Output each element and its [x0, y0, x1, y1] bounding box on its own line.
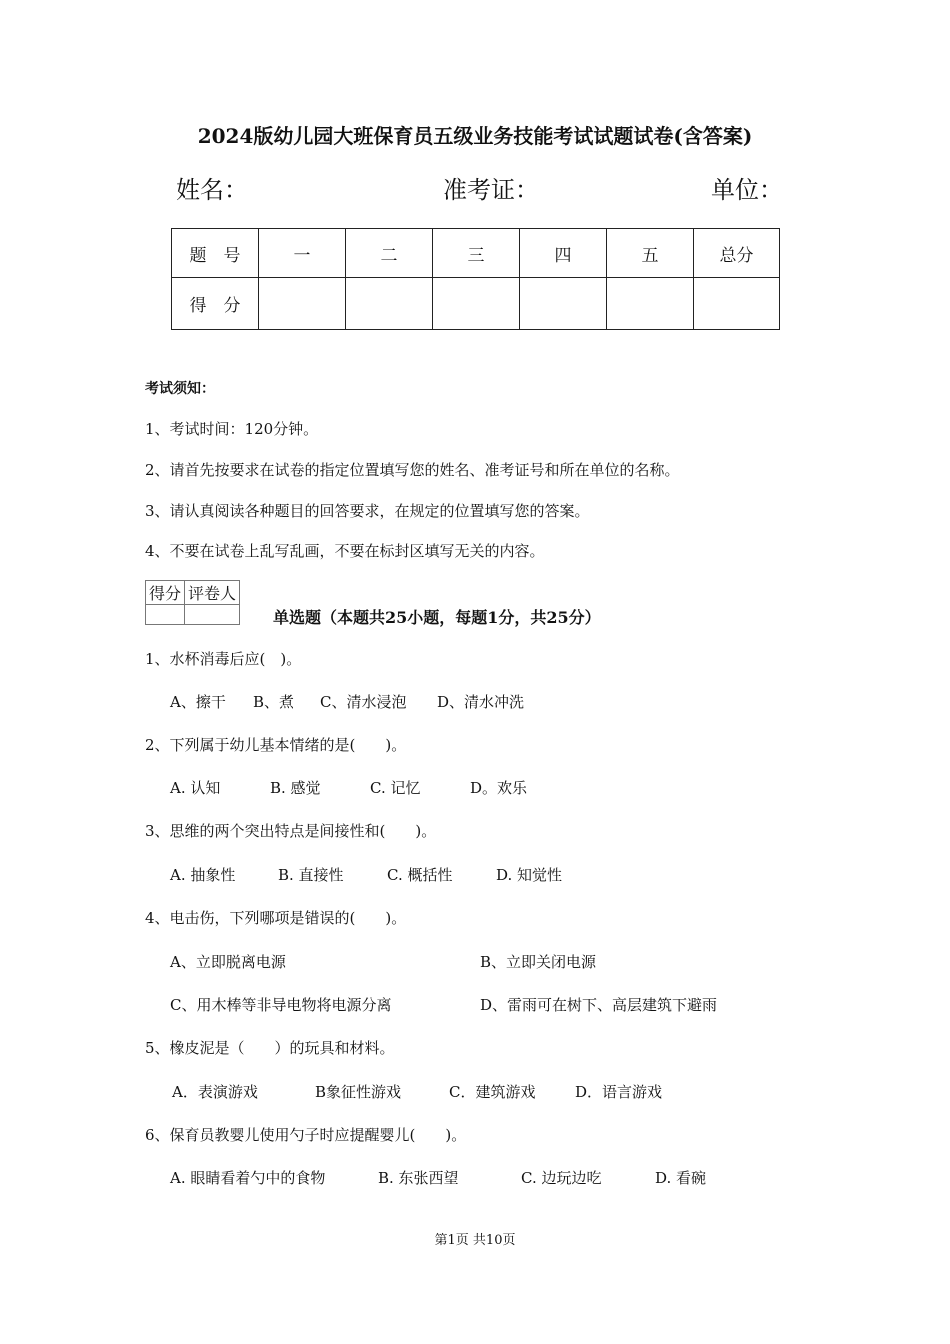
notice-item: 1、考试时间：120分钟。 — [145, 420, 319, 438]
option: D、雷雨可在树下、高层建筑下避雨 — [480, 996, 718, 1014]
option: B. 直接性 — [278, 866, 344, 884]
option: C. 边玩边吃 — [521, 1169, 602, 1187]
score-table-header: 总分 — [694, 229, 780, 278]
section-title: 单选题（本题共25小题，每题1分，共25分） — [273, 608, 601, 627]
question-stem: 3、思维的两个突出特点是间接性和( )。 — [145, 822, 437, 840]
score-table-score-row — [172, 278, 780, 330]
notice-item: 3、请认真阅读各种题目的回答要求，在规定的位置填写您的答案。 — [145, 502, 590, 520]
option: D．语言游戏 — [575, 1083, 663, 1101]
question-stem: 4、电击伤，下列哪项是错误的( )。 — [145, 909, 407, 927]
score-cell[interactable] — [346, 278, 433, 330]
unit-field-label: 单位： — [711, 176, 783, 204]
grader-reviewer-label: 评卷人 — [185, 581, 240, 605]
score-table-header-row — [172, 229, 780, 278]
question-stem: 5、橡皮泥是（ ）的玩具和材料。 — [145, 1039, 395, 1057]
option: D、清水冲洗 — [437, 693, 525, 711]
option: B. 感觉 — [270, 779, 321, 797]
score-table-header: 三 — [433, 229, 520, 278]
option: A. 眼睛看着勺中的食物 — [170, 1169, 326, 1187]
question-stem: 1、水杯消毒后应( )。 — [145, 650, 302, 668]
grader-score-cell[interactable] — [146, 605, 185, 625]
grader-box — [145, 580, 240, 625]
option: A. 认知 — [170, 779, 221, 797]
option: D. 看碗 — [655, 1169, 707, 1187]
score-cell[interactable] — [433, 278, 520, 330]
score-cell[interactable] — [520, 278, 607, 330]
score-cell[interactable] — [259, 278, 346, 330]
name-field-label: 姓名： — [176, 176, 248, 204]
score-table-header: 二 — [346, 229, 433, 278]
notice-item: 2、请首先按要求在试卷的指定位置填写您的姓名、准考证号和所在单位的名称。 — [145, 461, 680, 479]
option: D。欢乐 — [470, 779, 528, 797]
question-stem: 2、下列属于幼儿基本情绪的是( )。 — [145, 736, 407, 754]
grader-reviewer-cell[interactable] — [185, 605, 240, 625]
page-footer: 第1页 共10页 — [434, 1233, 516, 1248]
score-table-header: 五 — [607, 229, 694, 278]
option: A、擦干 — [170, 693, 226, 711]
option: A、立即脱离电源 — [170, 953, 286, 971]
option: A. 抽象性 — [170, 866, 236, 884]
notice-item: 4、不要在试卷上乱写乱画，不要在标封区填写无关的内容。 — [145, 542, 545, 560]
option: B、立即关闭电源 — [480, 953, 597, 971]
option: B. 东张西望 — [378, 1169, 459, 1187]
option: C、用木棒等非导电物将电源分离 — [170, 996, 392, 1014]
exam-number-field-label: 准考证： — [443, 176, 539, 204]
option: C、清水浸泡 — [320, 693, 407, 711]
score-table-header: 四 — [520, 229, 607, 278]
notice-heading: 考试须知： — [145, 381, 215, 397]
grader-score-label: 得分 — [146, 581, 185, 605]
option: B象征性游戏 — [315, 1083, 402, 1101]
option: B、煮 — [253, 693, 295, 711]
score-table — [171, 228, 780, 330]
option: C. 记忆 — [370, 779, 421, 797]
score-table-header: 题 号 — [172, 229, 259, 278]
score-table-header: 一 — [259, 229, 346, 278]
score-cell[interactable] — [694, 278, 780, 330]
option: C．建筑游戏 — [449, 1083, 536, 1101]
option: A．表演游戏 — [172, 1083, 258, 1101]
option: C. 概括性 — [387, 866, 453, 884]
exam-title: 2024版幼儿园大班保育员五级业务技能考试试题试卷(含答案) — [197, 124, 753, 148]
question-stem: 6、保育员教婴儿使用勺子时应提醒婴儿( )。 — [145, 1126, 467, 1144]
option: D. 知觉性 — [496, 866, 563, 884]
score-row-label: 得 分 — [172, 278, 259, 330]
score-cell[interactable] — [607, 278, 694, 330]
